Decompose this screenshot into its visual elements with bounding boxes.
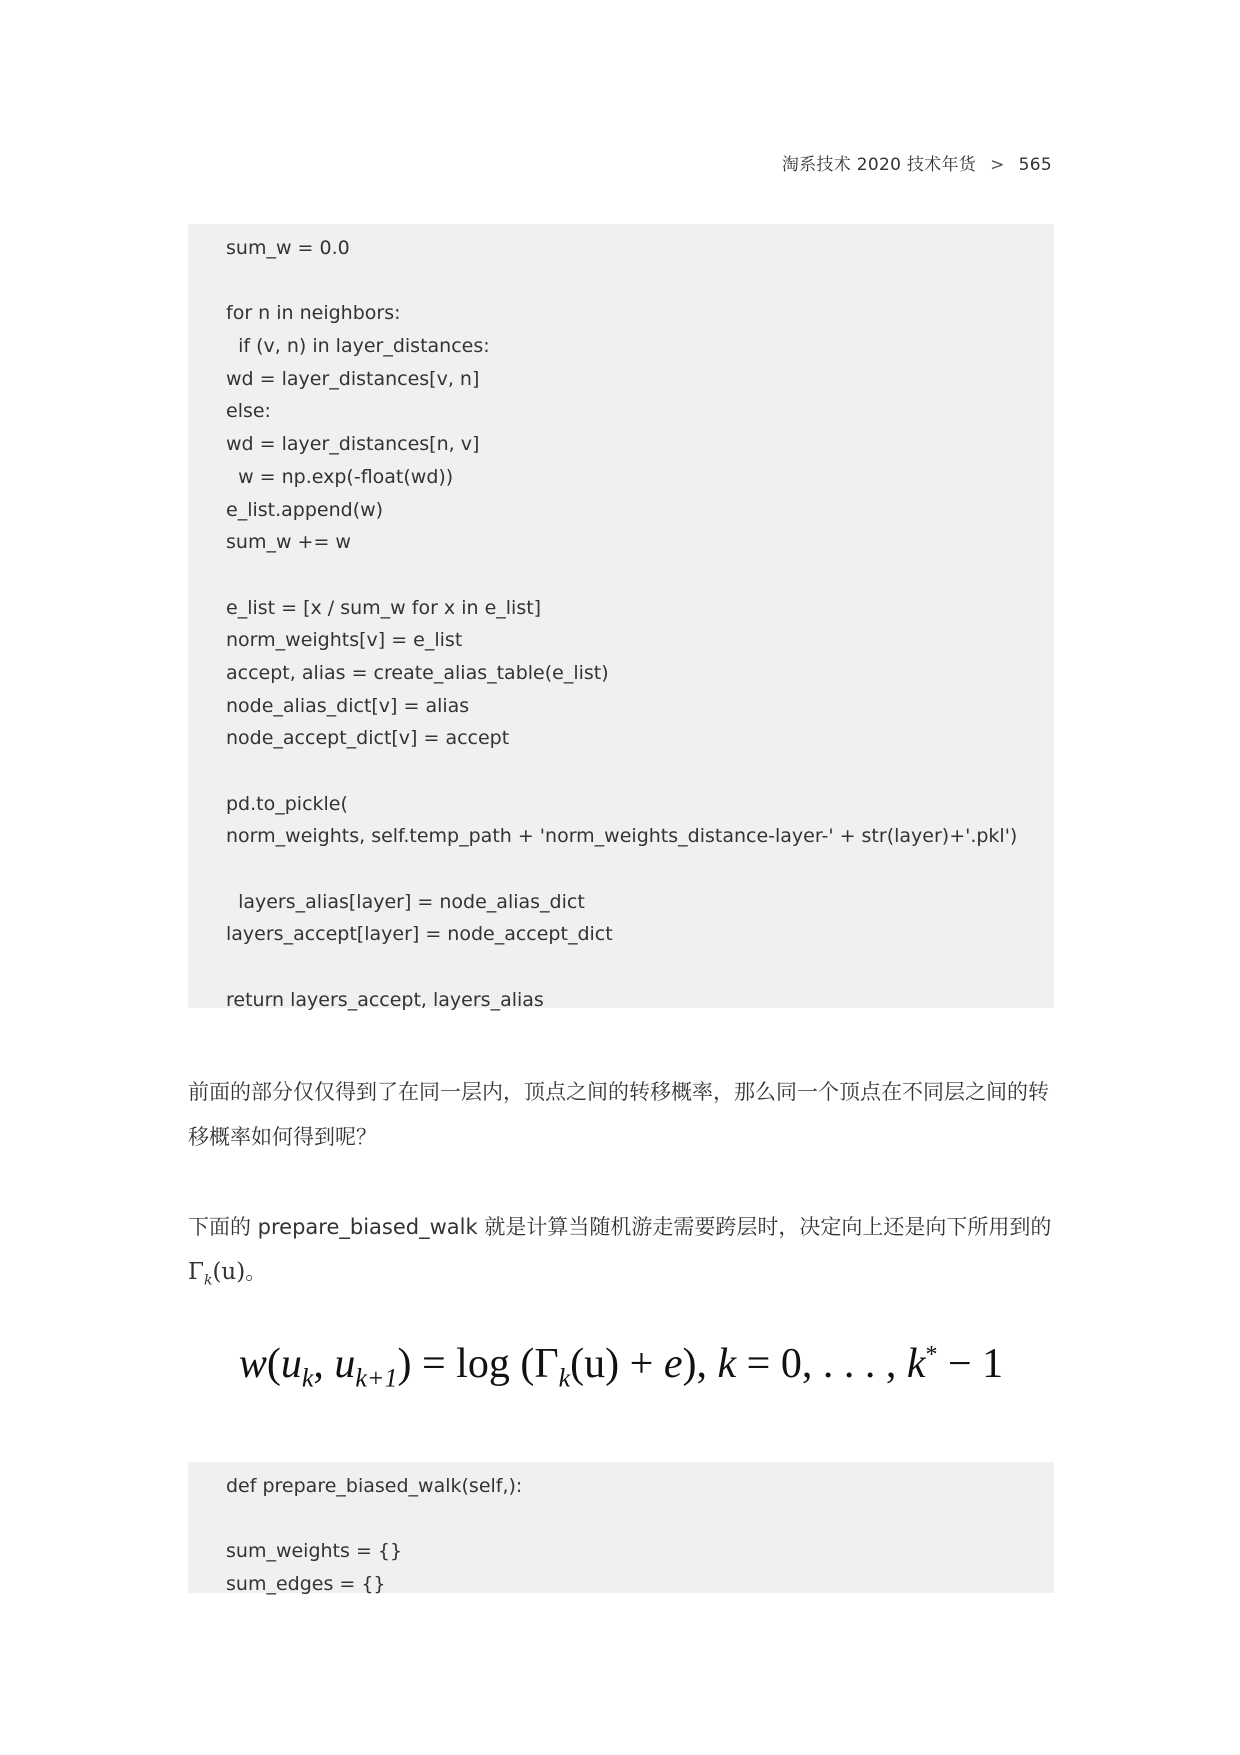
math-paren: ( [509,1341,535,1387]
code-line [226,853,1054,886]
math-minus-one: − 1 [937,1341,1004,1387]
math-equals: = [411,1341,457,1387]
paragraph: 前面的部分仅仅得到了在同一层内，顶点之间的转移概率，那么同一个顶点在不同层之间的转移概率如何得到呢？ [188,1080,1049,1149]
code-line: sum_edges = {} [226,1573,386,1596]
header-separator: > [990,155,1005,175]
math-sub: k [558,1363,571,1393]
code-block [188,1462,1054,1596]
paragraph [188,1205,1054,1304]
code-line: sum_w = 0.0 [226,237,350,259]
code-line: for n in neighbors: [226,302,401,325]
code-line: node_accept_dict[v] = accept [226,727,510,750]
math-range: = 0, . . . , [736,1341,907,1387]
math-u: u [334,1341,356,1387]
code-line: wd = layer_distances[v, n] [226,367,480,390]
code-line: e_list.append(w) [226,498,384,521]
code-line: else: [226,400,271,423]
math-paren: ) [397,1341,412,1387]
math-argument: (u) [570,1341,620,1387]
code-line: wd = layer_distances[n, v] [226,433,480,456]
page-number: 565 [1018,155,1052,175]
code-line: pd.to_pickle( [226,792,348,815]
header-title: 淘系技术 2020 技术年货 [781,155,977,175]
code-line: accept, alias = create_alias_table(e_list) [226,661,609,684]
code-block [188,224,1054,1011]
math-k: k [906,1341,926,1387]
gamma-symbol: Γ [188,1259,204,1285]
code-line: return layers_accept, layers_alias [226,988,544,1011]
paragraph-text: 下面的 prepare_biased_walk 就是计算当随机游走需要跨层时，决定向上还是向下所用到的 [188,1215,1052,1239]
gamma-symbol: Γ [534,1341,559,1387]
math-log: log [456,1341,510,1387]
math-sub: k [301,1363,314,1393]
code-line [226,951,1054,984]
code-line: def prepare_biased_walk(self,): [226,1475,523,1497]
end-punctuation: 。 [245,1260,267,1284]
code-line: e_list = [x / sum_w for x in e_list] [226,596,542,619]
math-e: e [663,1341,683,1387]
code-line [226,755,1054,788]
code-line: sum_w += w [226,531,351,554]
display-equation [188,1340,1054,1393]
code-line: w = np.exp(-float(wd)) [226,465,454,488]
code-line [226,265,1054,298]
inline-math [188,1259,246,1289]
math-argument: (u) [212,1259,246,1285]
code-line [226,559,1054,592]
math-comma: , [313,1341,335,1387]
math-k: k [717,1341,737,1387]
math-subscript: k [203,1272,213,1289]
math-plus: + [619,1341,664,1387]
math-paren: ( [266,1341,281,1387]
math-paren: ), [682,1341,718,1387]
math-sub: k+1 [355,1363,398,1393]
math-star: * [925,1342,938,1368]
page-header [782,150,1052,175]
code-line: node_alias_dict[v] = alias [226,694,470,717]
code-line: layers_alias[layer] = node_alias_dict [226,890,585,913]
code-line: layers_accept[layer] = node_accept_dict [226,923,613,946]
code-line: norm_weights, self.temp_path + 'norm_weights_distance-layer-' + str(layer)+'.pkl') [226,825,1018,848]
code-line [226,1503,1054,1536]
code-line: norm_weights[v] = e_list [226,629,463,652]
code-line: if (v, n) in layer_distances: [226,335,490,358]
code-line: sum_weights = {} [226,1540,403,1563]
math-u: u [280,1341,302,1387]
math-w: w [238,1341,267,1387]
